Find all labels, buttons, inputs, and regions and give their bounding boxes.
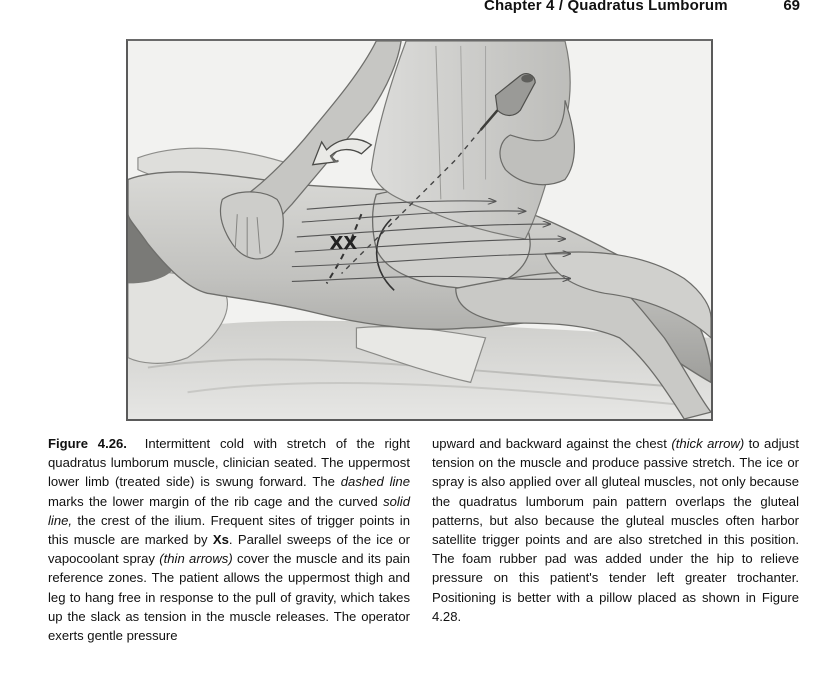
- caption-bold: Xs: [212, 532, 229, 548]
- chapter-title: Chapter 4 / Quadratus Lumborum: [484, 0, 728, 14]
- caption-emphasis: solid line,: [48, 493, 410, 528]
- caption-emphasis: dashed line: [340, 474, 410, 490]
- caption-left-column: [48, 434, 410, 645]
- caption-text: upward and backward against the chest: [432, 436, 672, 451]
- running-header: [484, 0, 800, 15]
- caption-text: to adjust tension on the muscle and produce passive stretch. The ice or spray is also applied over all gluteal muscles, not only because the quadratus lumborum pain pattern overlaps the gluteal patterns, but also because the gluteal muscles often harbor satellite trigger points and are also stretched in this position. The foam rubber pad was added under the hip to relieve pressure on this patient's tender left greater trochanter. Positioning is better with a pillow placed as shown in Figure 4.28.: [432, 436, 799, 624]
- caption-right-column: [432, 434, 799, 626]
- caption-text: cover the muscle and its pain reference zones. The patient allows the uppermost thigh and leg to hang free in response to the pull of gravity, which takes up the slack as tension in the muscle releases. The operator exerts gentle pressure: [48, 551, 410, 644]
- trigger-point-marks: XX: [329, 232, 358, 254]
- caption-emphasis: (thick arrow): [671, 436, 745, 451]
- caption-text: . Parallel sweeps of the ice or vapocoolant spray: [48, 532, 410, 567]
- caption-text: marks the lower margin of the rib cage and the curved: [48, 493, 384, 509]
- caption-emphasis: (thin arrows): [159, 551, 233, 567]
- figure-label: Figure 4.26.: [48, 436, 127, 451]
- stretch-technique-drawing: [128, 41, 711, 419]
- page-number: 69: [783, 0, 800, 14]
- figure-illustration: [126, 39, 713, 421]
- caption-text: the crest of the ilium. Frequent sites of trigger points in this muscle are marked by: [48, 512, 410, 548]
- caption-text: Intermittent cold with stretch of the right quadratus lumborum muscle, clinician seated. The uppermost lower limb (treated side) is swung forward. The: [48, 436, 410, 490]
